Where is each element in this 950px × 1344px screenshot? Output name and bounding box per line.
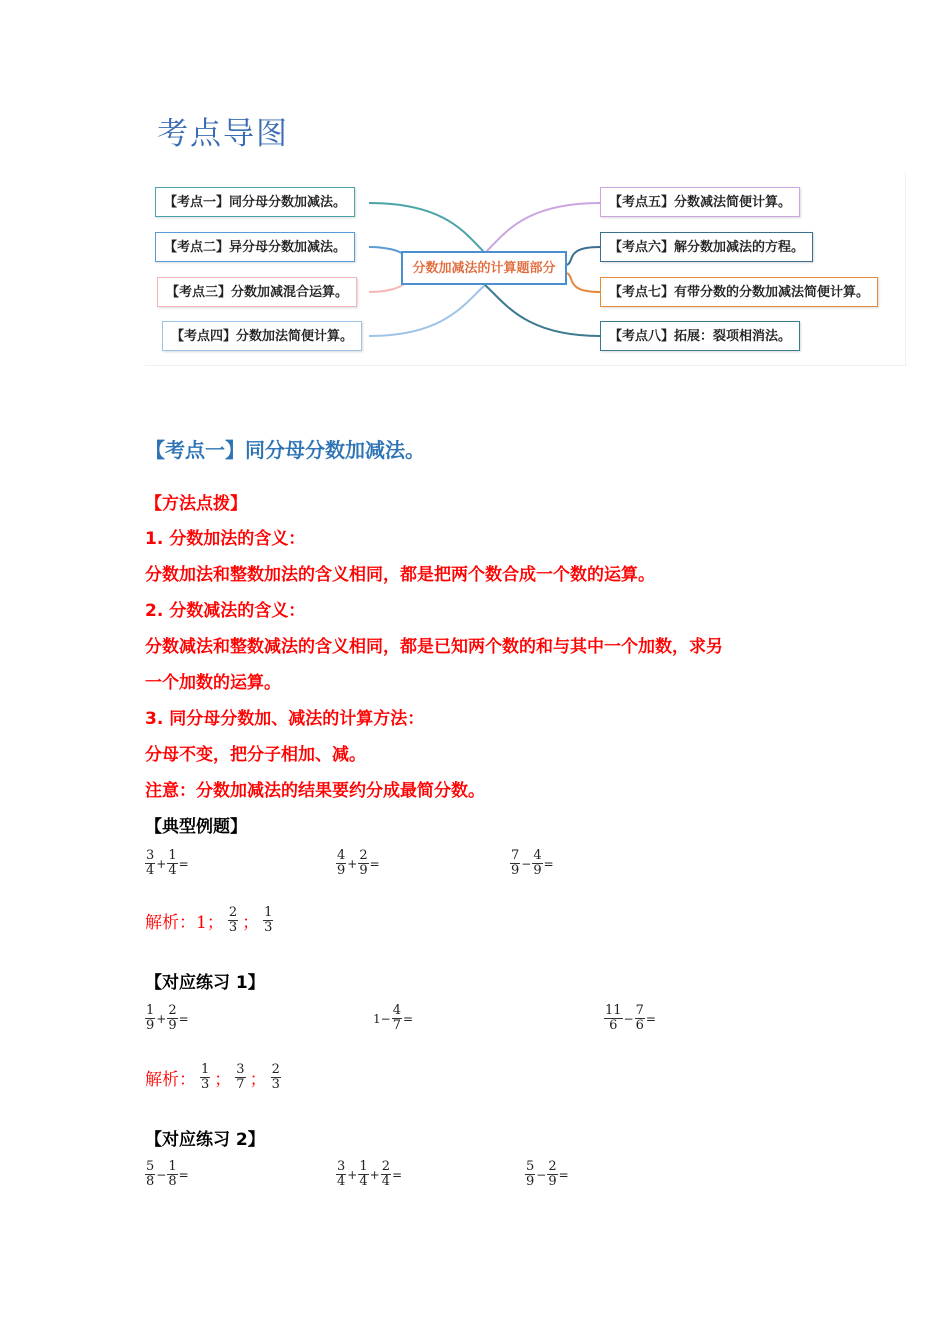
operator: − [536,1167,547,1182]
text-line-1: 1. 分数加法的含义： [145,529,306,549]
fraction: $\frac{3}{4}$ [146,848,155,878]
operator: = [178,1011,189,1026]
fraction: $\frac{7}{9}$ [511,848,520,878]
practice1-answer [145,1063,285,1092]
fraction: $\frac{4}{9}$ [533,848,542,878]
fraction: $\frac{4}{9}$ [337,848,346,878]
example-answer [145,906,277,935]
mind-map-node-1: 【考点一】同分母分数加减法。 [155,187,355,217]
mind-map-node-8: 【考点八】拓展：裂项相消法。 [600,321,800,351]
mind-map-node-7: 【考点七】有带分数的分数加减法简便计算。 [600,277,878,307]
connector-4 [369,285,485,336]
fraction: $\frac{2}{9}$ [168,1003,177,1033]
operator: = [402,1011,414,1026]
operator: = [645,1011,656,1026]
fraction: $\frac{1}{4}$ [168,848,177,878]
answer-separator: ； [249,1070,267,1090]
operator: − [623,1011,634,1026]
text-line-4: 分数减法和整数减法的含义相同，都是已知两个数的和与其中一个加数，求另 [145,637,723,657]
example-expr-1 [145,849,190,878]
practice2-expr-3 [525,1160,570,1189]
text-line-8: 注意：分数加减法的结果要约分成最简分数。 [145,781,485,801]
operator: = [178,856,189,871]
mind-map-node-4: 【考点四】分数加法简便计算。 [162,321,362,351]
connector-7 [567,273,600,292]
operator: = [178,1167,189,1182]
practice1-expr-1 [145,1004,190,1033]
operator: + [347,1167,358,1182]
connector-5 [485,203,600,253]
operator: + [156,856,167,871]
method-heading: 【方法点拨】 [145,494,247,514]
mind-map-node-5: 【考点五】分数减法简便计算。 [600,187,800,217]
text-line-6: 3. 同分母分数加、减法的计算方法： [145,709,425,729]
operator: 1− [373,1011,391,1026]
fraction: $\frac{4}{7}$ [392,1003,401,1033]
answer-separator: ； [214,1070,232,1090]
answer-fraction: $\frac{1}{3}$ [201,1062,210,1092]
answer-fraction: $\frac{1}{3}$ [264,905,273,935]
fraction: $\frac{1}{9}$ [146,1003,155,1033]
text-line-3: 2. 分数减法的含义： [145,601,306,621]
fraction: $\frac{1}{8}$ [168,1159,177,1189]
section-title: 【考点一】同分母分数加减法。 [145,438,425,462]
practice1-expr-2 [372,1004,414,1033]
page-title: 考点导图 [157,116,289,152]
mind-map-node-2: 【考点二】异分母分数加减法。 [155,232,355,262]
answer-label: 解析：1； [145,913,224,933]
operator: = [391,1167,403,1182]
practice1-heading: 【对应练习 1】 [145,973,265,993]
mind-map-center: 分数加减法的计算题部分 [401,251,567,285]
fraction: $\frac{1}{4}$ [359,1159,368,1189]
connector-1 [369,203,485,253]
answer-fraction: $\frac{2}{3}$ [271,1062,280,1092]
text-line-2: 分数加法和整数加法的含义相同，都是把两个数合成一个数的运算。 [145,565,655,585]
practice2-expr-2 [336,1160,403,1189]
connector-8 [485,285,600,336]
connector-6 [567,247,600,265]
operator: + [347,856,358,871]
operator: = [543,856,554,871]
operator: = [369,856,380,871]
fraction: $\frac{2}{4}$ [381,1159,390,1189]
mind-map-node-6: 【考点六】解分数加减法的方程。 [600,232,813,262]
operator: = [558,1167,569,1182]
answer-separator: ； [242,913,260,933]
practice1-expr-3 [604,1004,657,1033]
example-expr-2 [336,849,381,878]
answer-fraction: $\frac{2}{3}$ [228,905,238,935]
practice2-heading: 【对应练习 2】 [145,1130,265,1150]
fraction: $\frac{7}{6}$ [635,1003,644,1033]
fraction: $\frac{5}{8}$ [146,1159,155,1189]
operator: + [156,1011,167,1026]
operator: − [521,856,532,871]
mind-map [145,173,906,366]
example-heading: 【典型例题】 [145,817,247,837]
operator: + [369,1167,380,1182]
fraction: $\frac{3}{4}$ [337,1159,346,1189]
text-line-5: 一个加数的运算。 [145,673,281,693]
answer-fraction: $\frac{3}{7}$ [236,1062,245,1092]
practice2-expr-1 [145,1160,190,1189]
fraction: $\frac{2}{9}$ [548,1159,557,1189]
fraction: $\frac{5}{9}$ [526,1159,535,1189]
operator: − [156,1167,167,1182]
fraction: $\frac{2}{9}$ [359,848,368,878]
fraction: $\frac{11}{6}$ [605,1003,622,1033]
example-expr-3 [510,849,555,878]
text-line-7: 分母不变，把分子相加、减。 [145,745,366,765]
answer-label: 解析： [145,1070,196,1090]
mind-map-node-3: 【考点三】分数加减混合运算。 [157,277,357,307]
